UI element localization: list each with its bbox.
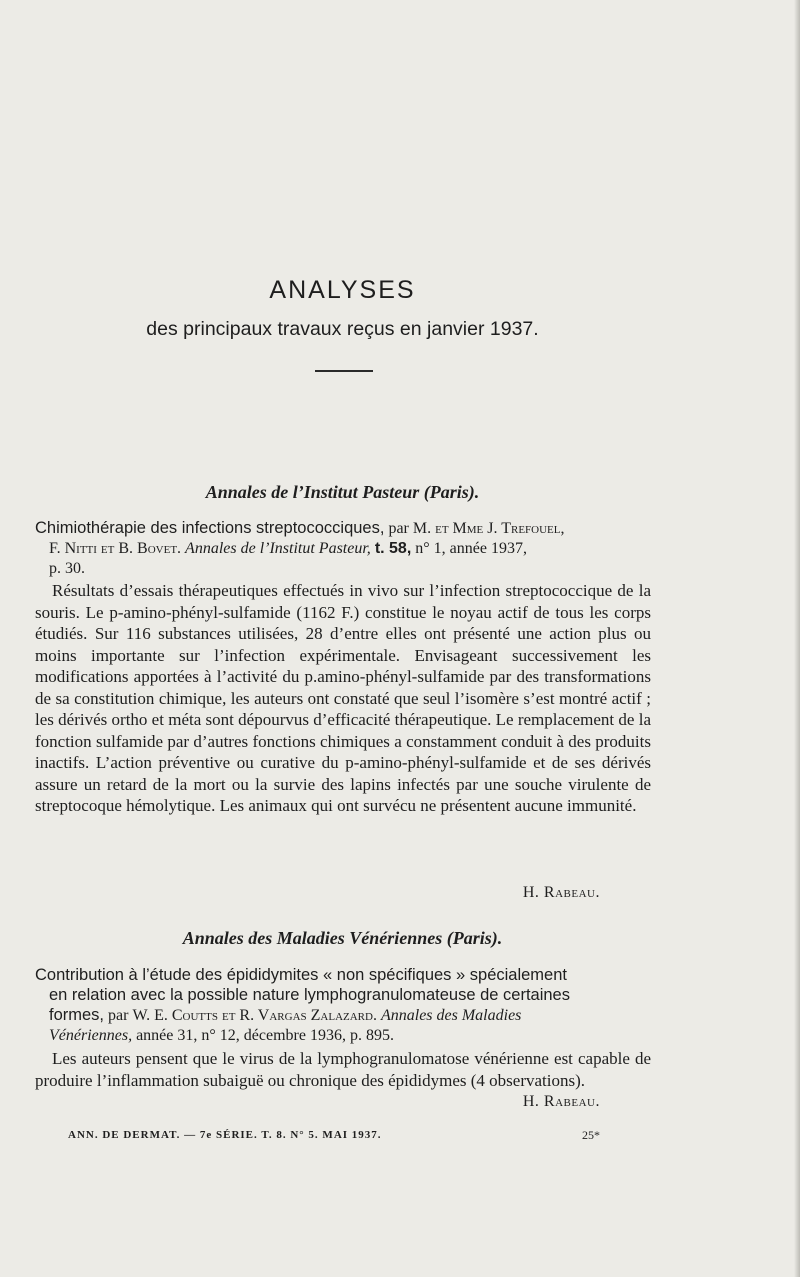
page-subtitle: des principaux travaux reçus en janvier 1937.: [146, 318, 539, 340]
article-title-continued: en relation avec la possible nature lymphogranulomateuse de certaines: [49, 986, 570, 1004]
article-signature: H. Rabeau.: [522, 1093, 600, 1110]
abstract-text: Résultats d’essais thérapeutiques effectués in vivo sur l’infection streptococcique de la souris. Le p-amino-phényl-sulfamide (1162 F.) constitue le noyau actif de tous les corps étudiés. Sur 116 substances utilisées, 28 d’entre elles ont présenté une action plus ou moins importante sur l’infection expérimentale. Envisageant successivement les modifications apportées à l’activité du p.amino-phényl-sulfamide par des transformations de sa constitution chimique, les auteurs ont constaté que seul l’isomère s’est montré actif ; les dérivés ortho et méta sont dépourvus d’efficacité thérapeutique. Le remplacement de la fonction sulfamide par d’autres fonctions chimiques a constamment conduit à des produits inactifs. L’action préventive ou curative du p-amino-phényl-sulfamide et de ses dérivés assure un retard de la mort ou la survie des lapins infectés par une souche virulente de streptocoque hémolytique. Les animaux qui ont survécu ne présentent aucune immunité.: [35, 581, 651, 815]
article-authors: M. et Mme J. Trefouel,: [412, 520, 565, 537]
section-journal-title: Annales des Maladies Vénériennes (Paris).: [182, 928, 503, 948]
article-abstract: [35, 580, 651, 817]
article-authors-continued: F. Nitti et B. Bovet.: [49, 540, 182, 557]
article-journal-ref-continued: Vénériennes,: [49, 1027, 133, 1044]
page-edge-shadow: [794, 0, 800, 1277]
article-by: par: [388, 520, 409, 537]
article-heading: [35, 965, 650, 1046]
article-issue: n° 12, décembre 1936, p. 895.: [201, 1027, 394, 1044]
article-title: Contribution à l’étude des épididymites « non spécifiques » spécialement: [35, 966, 567, 984]
article-signature: H. Rabeau.: [522, 884, 600, 901]
article-pages: p. 30.: [49, 560, 85, 577]
article-by: par: [108, 1007, 129, 1024]
article-issue: n° 1, année 1937,: [415, 540, 527, 557]
section-journal-title: Annales de l’Institut Pasteur (Paris).: [205, 482, 480, 502]
title-rule: [315, 370, 373, 372]
page-footer: ANN. DE DERMAT. — 7e SÉRIE. T. 8. N° 5. MAI 1937.: [68, 1129, 382, 1141]
article-authors: W. E. Coutts et R. Vargas Zalazard.: [132, 1007, 377, 1024]
article-year: année 31,: [136, 1027, 198, 1044]
article-title-end: formes,: [49, 1006, 105, 1024]
abstract-text: Les auteurs pensent que le virus de la lymphogranulomatose vénérienne est capable de produire l’inflammation subaiguë ou chronique des épididymes (4 observations).: [35, 1049, 651, 1090]
article-journal-ref: Annales de l’Institut Pasteur,: [185, 540, 371, 557]
article-heading: [35, 518, 650, 579]
article-abstract: [35, 1048, 651, 1091]
article-journal-ref: Annales des Maladies: [380, 1007, 522, 1024]
page-title: ANALYSES: [269, 276, 416, 304]
article-tome: t. 58,: [374, 540, 412, 557]
article-title: Chimiothérapie des infections streptococciques,: [35, 519, 385, 537]
page-number: 25*: [582, 1128, 600, 1142]
